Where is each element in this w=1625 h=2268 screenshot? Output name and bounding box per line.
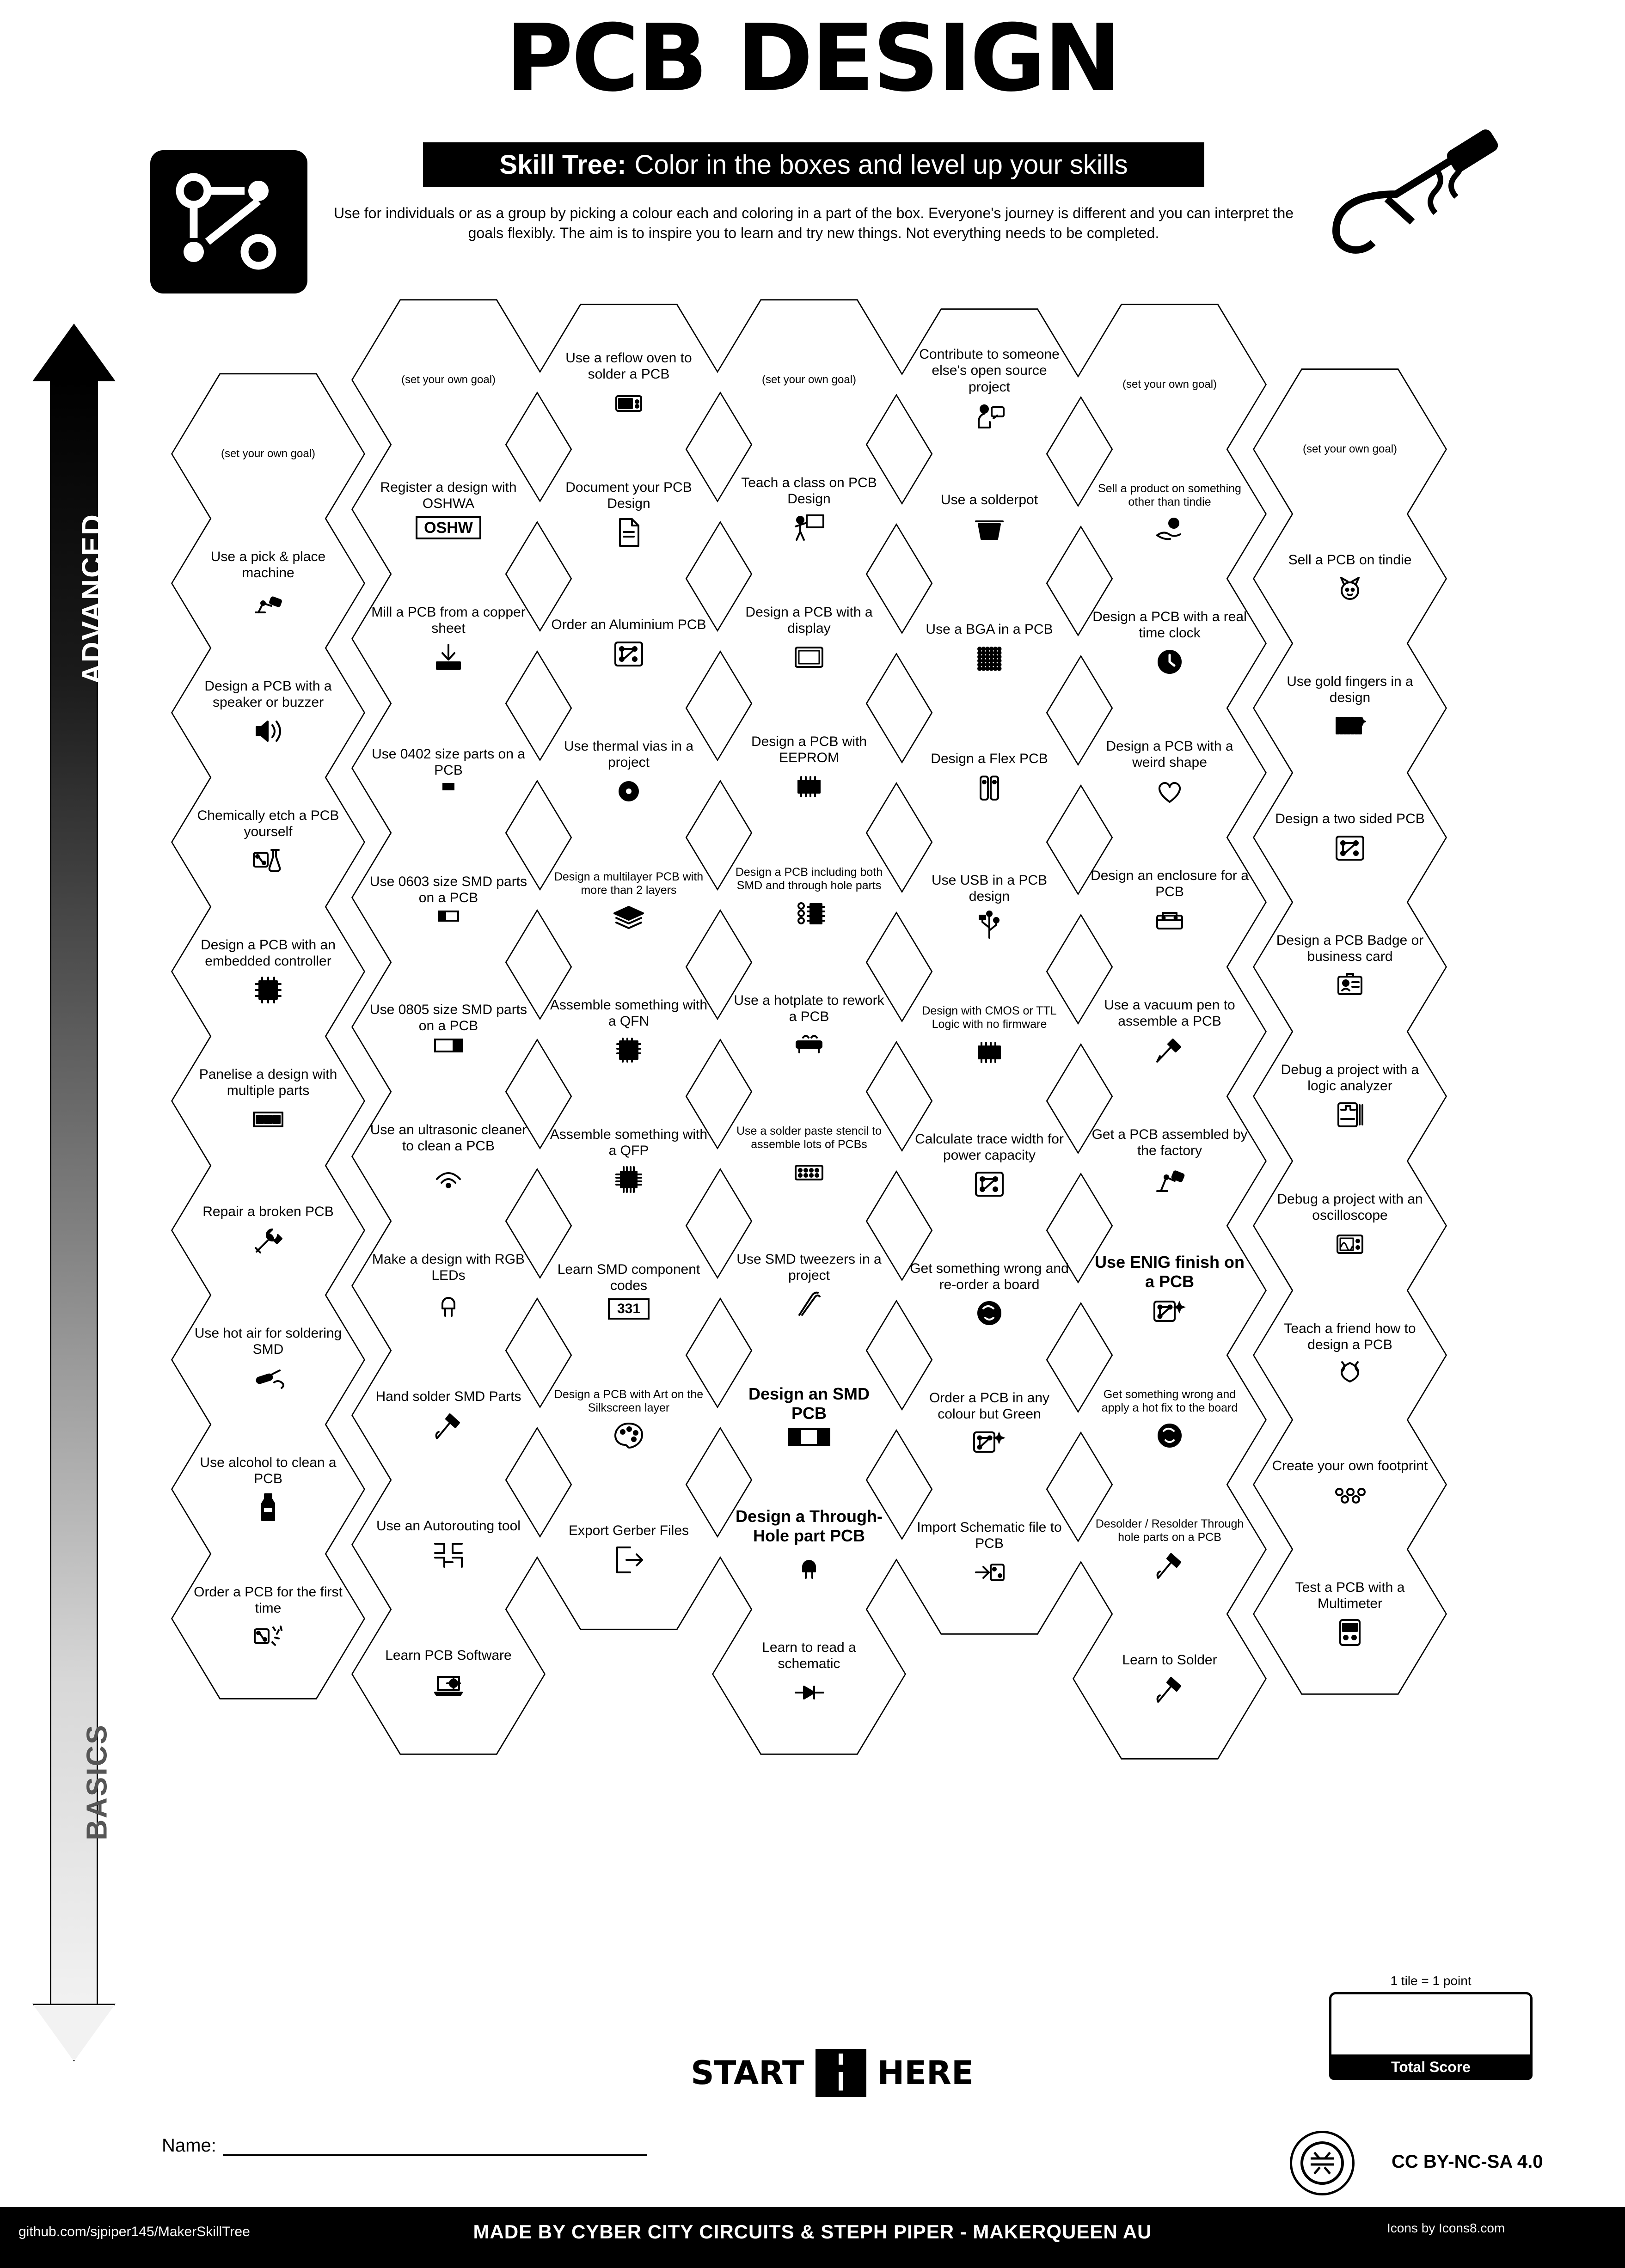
pcb-flask-icon [252,844,284,877]
skill-tile[interactable] [171,1534,365,1703]
credits-text: MADE BY CYBER CITY CIRCUITS & STEPH PIPER - MAKERQUEEN AU [473,2221,1152,2243]
tile-label: Design a PCB including both SMD and through hole parts [735,865,883,892]
tile-content [730,373,889,386]
tile-label: Design a PCB Badge or business card [1276,932,1424,964]
qfn-icon [613,1034,645,1066]
led-icon [432,1288,465,1320]
import-icon [973,1556,1006,1589]
tile-label: Export Gerber Files [568,1523,689,1539]
tile-label: Use a solderpot [940,492,1038,508]
score-caption: 1 tile = 1 point [1390,1974,1472,1988]
panel-icon [252,1103,284,1136]
pcb-icon [613,638,645,670]
tile-content [1270,932,1429,1002]
subtitle-text: Color in the boxes and level up your skills [634,149,1128,180]
tile-label: Design a multilayer PCB with more than 2 layers [554,870,704,897]
subtitle-label: Skill Tree: [499,149,626,180]
enclosure-icon [1153,905,1186,937]
tile-label: Get a PCB assembled by the factory [1092,1126,1248,1158]
tile-label: Register a design with OSHWA [380,479,517,511]
tile-label: Test a PCB with a Multimeter [1295,1579,1405,1611]
facepalm-icon [1153,1420,1186,1452]
display-icon [793,641,825,673]
oven-icon [613,387,645,419]
skill-tile[interactable] [532,1465,726,1633]
tile-label: Use an Autorouting tool [376,1518,521,1534]
tile-label: Teach a class on PCB Design [741,475,877,507]
tile-content [1270,443,1429,456]
tile-content [1090,1388,1249,1452]
tile-label: (set your own goal) [221,447,316,460]
axis-label-basics: BASICS [81,1724,113,1840]
tile-content [730,734,889,803]
tile-content [189,1325,348,1395]
tile-label: (set your own goal) [1302,442,1398,455]
tile-label: Mill a PCB from a copper sheet [371,604,526,636]
tile-label: Document your PCB Design [565,479,692,511]
opensource-icon [973,400,1006,432]
badge-icon [1334,969,1366,1002]
skill-tile[interactable] [712,1590,906,1758]
robot-arm-icon [252,586,284,618]
tile-content [910,1004,1069,1069]
tile-content [1270,1458,1429,1511]
tile-label: Use 0402 size parts on a PCB [372,746,525,778]
tile-content [1090,1126,1249,1196]
OSHW-icon: OSHW [416,516,481,539]
tile-content [910,621,1069,674]
total-score-label: Total Score [1329,2054,1533,2080]
tile-label: (set your own goal) [761,373,857,386]
tile-content [189,1584,348,1654]
document-icon [613,516,645,549]
tile-label: Learn PCB Software [385,1648,512,1663]
export-icon [613,1544,645,1576]
tile-label: Design a two sided PCB [1275,811,1425,827]
tile-content [730,1507,889,1583]
tile-content [910,492,1069,545]
tile-label: Get something wrong and apply a hot fix to the board [1101,1388,1238,1414]
tile-label: Use SMD tweezers in a project [736,1251,882,1283]
bga-icon [973,642,1006,675]
tile-content [1270,1579,1429,1649]
tile-label: Make a design with RGB LEDs [372,1251,525,1283]
routing-icon [432,1539,465,1571]
teach-icon [793,512,825,544]
stencil-icon [793,1156,825,1189]
pcb-icon [973,1168,1006,1200]
tile-label: Design a PCB with a speaker or buzzer [204,678,332,710]
tile-label: Design an SMD PCB [748,1384,870,1423]
tile-content [1270,673,1429,743]
gold-fingers-icon [1334,710,1366,743]
tile-label: Hand solder SMD Parts [375,1389,521,1405]
tile-label: Design a PCB with a display [745,604,873,636]
tile-label: Use a pick & place machine [210,549,326,581]
tile-label: Desolder / Resolder Through hole parts on a PCB [1095,1517,1244,1544]
tile-label: Order an Aluminium PCB [551,617,706,633]
start-label: START [691,2054,804,2092]
tile-label: Learn to Solder [1122,1652,1217,1668]
tile-content [1270,811,1429,864]
palette-icon [613,1420,645,1452]
tile-label: Chemically etch a PCB yourself [197,807,339,839]
here-label: HERE [877,2054,974,2092]
tile-label: Panelise a design with multiple parts [199,1066,337,1098]
schematic-icon [793,1676,825,1709]
road-icon [816,2049,866,2097]
solder-iron-icon [1153,1549,1186,1582]
hot-air-icon [252,1362,284,1394]
tile-label: Get something wrong and re-order a board [910,1260,1069,1292]
skill-tile[interactable] [351,1590,546,1758]
tile-content [369,373,528,386]
chip-0603-icon [438,911,459,922]
facepalm-icon [973,1297,1006,1330]
pcb-sparkle-icon [973,1427,1006,1459]
smd-part-icon [788,1428,830,1446]
tile-label: Assemble something with a QFN [550,997,708,1029]
tile-label: (set your own goal) [401,373,496,386]
tile-content [910,346,1069,432]
chip-0805-icon [434,1039,463,1052]
tile-label: Use 0603 size SMD parts on a PCB [369,874,527,905]
tile-label: Debug a project with an oscilloscope [1277,1191,1423,1223]
license-text: CC BY-NC-SA 4.0 [1392,2152,1543,2172]
tile-label: Design with CMOS or TTL Logic with no firmware [922,1004,1057,1031]
scope-icon [1334,1228,1366,1260]
tile-label: Calculate trace width for power capacity [915,1131,1064,1163]
usb-icon [973,909,1006,941]
footprint-icon [1334,1479,1366,1511]
cc-license-badge-icon [1290,2131,1355,2195]
tile-label: Teach a friend how to design a PCB [1284,1320,1416,1352]
tile-content [369,1518,528,1571]
tile-label: Design a Through-Hole part PCB [736,1506,883,1545]
tools-icon [252,1225,284,1257]
tile-label: Assemble something with a QFP [550,1126,708,1158]
tile-content [189,807,348,877]
tile-content [910,1131,1069,1201]
tile-content [730,1125,889,1189]
tile-content [1270,552,1429,605]
axis-label-advanced: ADVANCED [76,513,109,685]
tindie-icon [1334,573,1366,605]
tile-label: Use hot air for soldering SMD [194,1325,342,1357]
tile-content [369,1122,528,1192]
tile-content [369,1251,528,1321]
tile-content [1090,868,1249,937]
skill-tile[interactable] [892,1470,1086,1638]
tile-content [910,1260,1069,1330]
vac-pen-icon [1153,1034,1186,1066]
tile-label: Order a PCB in any colour but Green [929,1390,1050,1422]
pot-icon [973,513,1006,545]
tile-content [730,1639,889,1709]
tile-label: Use a solder paste stencil to assemble lots of PCBs [736,1124,882,1151]
layers-icon [613,902,645,935]
tile-label: Use ENIG finish on a PCB [1094,1252,1245,1291]
tile-content [1270,1320,1429,1390]
flex-icon [973,772,1006,804]
tile-content [369,1002,528,1053]
tile-content [549,870,708,935]
logic-ic-icon [973,1036,1006,1069]
tile-label: Sell a product on something other than tindie [1098,482,1241,508]
tile-content [730,1251,889,1321]
tile-content [549,738,708,808]
speaker-icon [252,715,284,747]
skill-tile[interactable] [1253,1530,1447,1698]
tile-label: Use a BGA in a PCB [926,622,1053,637]
tile-label: Debug a project with a logic analyzer [1281,1062,1419,1094]
tile-content [730,992,889,1062]
mcu-icon [252,974,284,1006]
solder-iron-icon [432,1410,465,1442]
tile-label: Design a PCB with Art on the Silkscreen layer [554,1388,704,1414]
icons-credit: Icons by Icons8.com [1387,2221,1505,2235]
tile-content [549,1261,708,1320]
qfp-icon [613,1163,645,1196]
bottle-icon [252,1492,284,1524]
name-label: Name: [162,2135,216,2156]
chip-0402-icon [442,783,454,790]
tile-label: Design a PCB with EEPROM [751,734,867,765]
tile-content [910,751,1069,804]
tile-content [910,872,1069,942]
tile-content [1090,378,1249,391]
name-rule[interactable] [223,2140,647,2156]
mill-icon [432,641,465,673]
tile-label: Use a vacuum pen to assemble a PCB [1104,997,1235,1029]
name-field[interactable] [162,2135,647,2156]
smd-th-icon [793,898,825,930]
tile-content [1270,1191,1429,1261]
tile-content [1090,1253,1249,1329]
tile-content [1270,1062,1429,1131]
tile-label: Use alcohol to clean a PCB [200,1455,337,1486]
tile-content [1090,738,1249,808]
tile-content [549,1126,708,1196]
tile-content [189,678,348,748]
tile-label: Learn SMD component codes [557,1261,700,1293]
factory-arm-icon [1153,1163,1186,1196]
heart-icon [1153,775,1186,807]
tile-label: Design a PCB with a real time clock [1092,609,1247,641]
tile-content [910,1519,1069,1589]
tile-label: Use thermal vias in a project [564,738,694,770]
hand-coin-icon [1153,514,1186,546]
tile-content [549,479,708,549]
tile-content [369,479,528,540]
ribbon-icon [1334,1357,1366,1390]
tile-content [189,447,348,460]
eeprom-icon [793,770,825,803]
tile-label: Learn to read a schematic [762,1639,856,1671]
multimeter-icon [1334,1616,1366,1649]
tile-label: Create your own footprint [1272,1458,1428,1474]
tile-label: Use gold fingers in a design [1287,673,1413,705]
tile-content [549,350,708,420]
clock-icon [1153,646,1186,678]
pcb-confetti-icon [252,1621,284,1653]
tile-label: Design a PCB with an embedded controller [201,937,336,969]
via-icon [613,775,645,807]
pcb-icon [1334,832,1366,864]
tile-content [369,1388,528,1442]
tile-label: Repair a broken PCB [202,1204,334,1220]
page-title: PCB DESIGN [505,5,1120,112]
tile-content [1090,1517,1249,1582]
tile-content [910,1390,1069,1460]
waves-icon [432,1159,465,1191]
laptop-gear-icon [432,1669,465,1701]
tile-label: Use 0805 size SMD parts on a PCB [369,1002,527,1033]
github-link[interactable]: github.com/sjpiper145/MakerSkillTree [18,2224,250,2239]
analyzer-icon [1334,1099,1366,1131]
tile-label: Contribute to someone else's open source project [919,346,1060,395]
tweezers-icon [793,1288,825,1320]
tile-label: Design a PCB with a weird shape [1106,738,1233,770]
hotplate-icon [793,1029,825,1062]
solder-iron-icon [1153,1673,1186,1706]
tile-label: Design an enclosure for a PCB [1091,868,1249,899]
tile-content [369,746,528,791]
th-part-icon [793,1550,825,1583]
tile-content [369,1647,528,1700]
tile-label: (set your own goal) [1122,378,1217,391]
tile-label: Order a PCB for the first time [194,1584,343,1616]
tile-content [730,1384,889,1447]
tile-content [1090,1652,1249,1705]
tile-content [549,617,708,670]
tile-label: Design a Flex PCB [931,751,1048,767]
start-here-marker [661,2048,1003,2098]
tile-content [1090,609,1249,679]
tile-content [1090,997,1249,1067]
intro-blurb: Use for individuals or as a group by picking a colour each and coloring in a part of the box. Everyone's journey is different and you can interpret the goals flexibly. The aim is to inspire you to learn and try new things. Not everything needs to be completed. [333,205,1294,242]
tile-content [189,549,348,618]
tile-content [549,997,708,1067]
tile-label: Use a reflow oven to solder a PCB [565,350,692,382]
tile-label: Use a hotplate to rework a PCB [734,992,884,1024]
tile-content [369,604,528,674]
tile-content [1090,482,1249,546]
tile-content [549,1522,708,1576]
tile-label: Use USB in a PCB design [931,872,1048,904]
tile-content [730,604,889,674]
tile-content [730,866,889,930]
tile-content [369,874,528,922]
tile-label: Use an ultrasonic cleaner to clean a PCB [370,1122,527,1154]
resistor-331-icon: 331 [608,1298,650,1320]
skill-tile[interactable] [1073,1595,1267,1763]
tile-content [189,937,348,1007]
tile-content [730,475,889,544]
tile-content [189,1066,348,1136]
tile-label: Sell a PCB on tindie [1288,552,1412,568]
tile-content [189,1455,348,1524]
tile-label: Import Schematic file to PCB [917,1519,1062,1551]
tile-content [189,1204,348,1257]
tile-content [549,1388,708,1452]
pcb-sparkle-icon [1153,1296,1186,1328]
